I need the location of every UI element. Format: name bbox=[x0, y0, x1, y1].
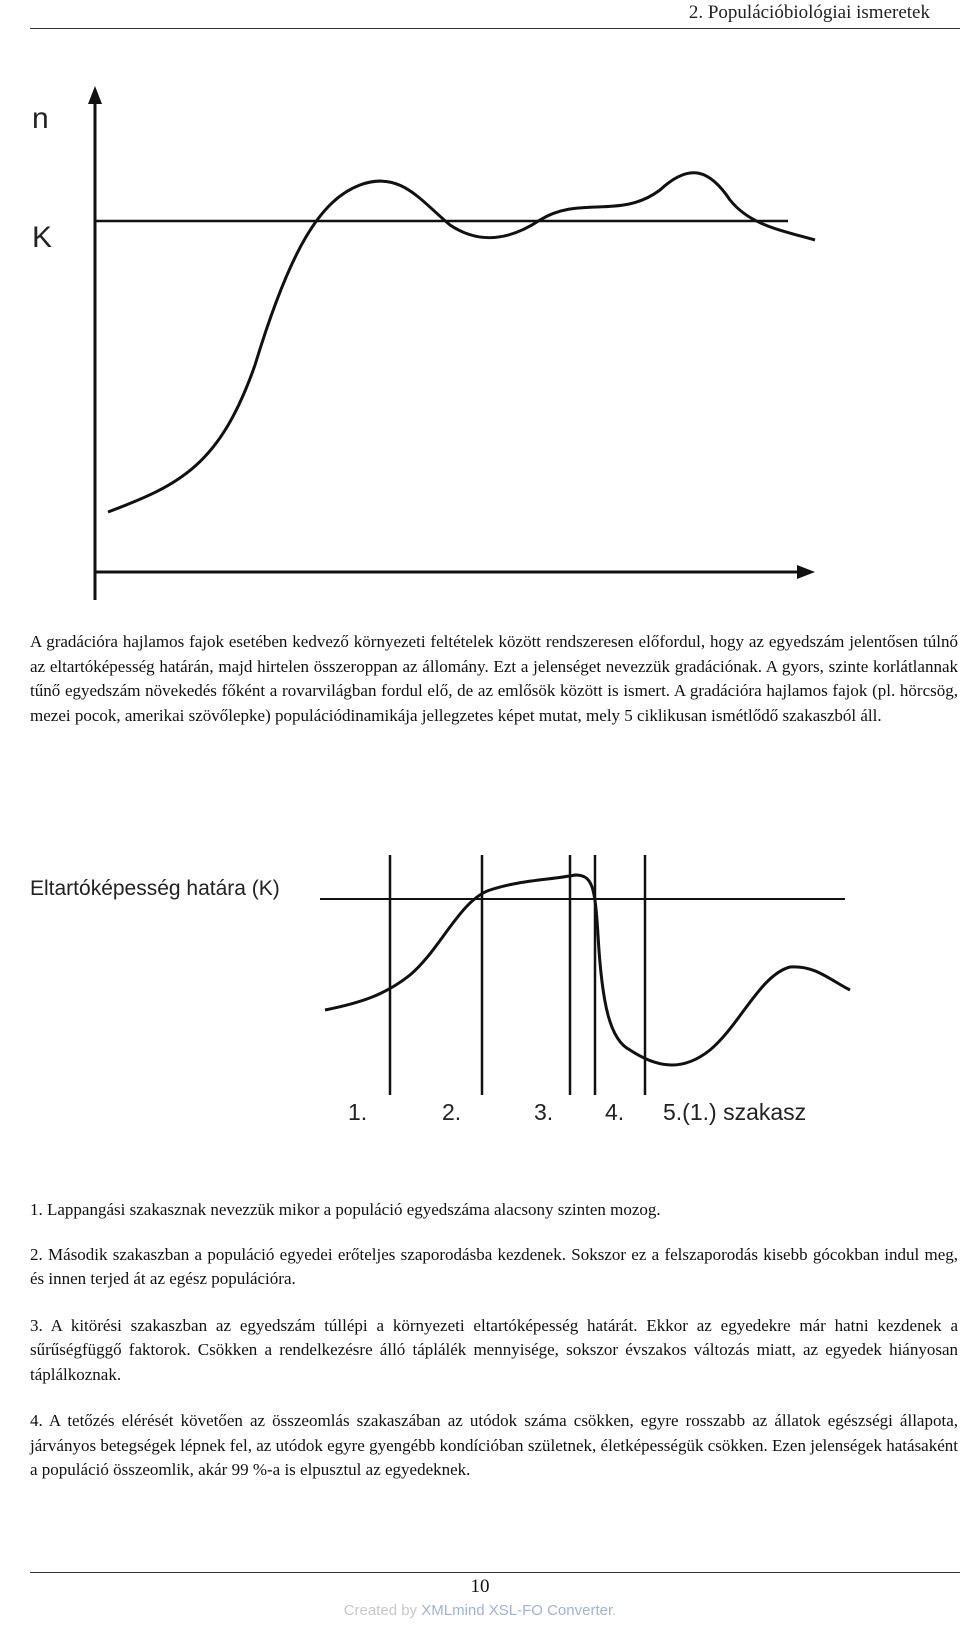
stage-label-2: 2. bbox=[442, 1099, 462, 1125]
logistic-growth-figure bbox=[20, 80, 860, 615]
stage-dividers bbox=[390, 855, 645, 1095]
stage-label-5: 5.(1.) szakasz bbox=[663, 1099, 807, 1125]
y-axis bbox=[88, 86, 102, 600]
gradation-figure bbox=[20, 855, 880, 1165]
k-label: K bbox=[32, 221, 53, 254]
stage-item-2: 2. Második szakaszban a populáció egyedei erőteljes szaporodásba kezdenek. Sokszor ez a felszaporodás kisebb gócokban indul meg, és innen terjed át az egész populációra. bbox=[30, 1244, 958, 1288]
converter-credit bbox=[0, 1602, 960, 1619]
stage-item-4: 4. A tetőzés elérését követően az összeomlás szakaszában az utódok száma csökken, egyre rosszabb az állatok egészségi állapota, járványos betegségek lépnek fel, az utódok egyre gyengébb kondícióban születnek, életképességük csökken. Ezen jelenségek hatásaként a populáció összeomlik, akár 99 %-a is elpusztul az egyedeknek. bbox=[30, 1411, 958, 1479]
stage-labels bbox=[348, 1099, 806, 1125]
stage-list bbox=[30, 1198, 958, 1505]
intro-paragraph: A gradációra hajlamos fajok esetében kedvező környezeti feltételek között rendszeresen előfordul, hogy az egyedszám jelentősen túlnő az eltartóképesség határán, majd hirtelen összeroppan az állomány. Ezt a jelenséget nevezzük gradációnak. A gyors, szinte korlátlannak tűnő egyedszám növekedés főként a rovarvilágban fordul elő, de az emlősök között is ismert. A gradációra hajlamos fajok (pl. hörcsög, mezei pocok, amerikai szövőlepke) populációdinamikája jellegzetes képet mutat, mely 5 ciklikusan ismétlődő szakaszból áll. bbox=[30, 632, 958, 725]
footer-rule bbox=[30, 1572, 960, 1573]
x-axis bbox=[95, 565, 815, 579]
population-curve bbox=[325, 875, 850, 1065]
page-header: 2. Populációbiológiai ismeretek bbox=[688, 2, 930, 23]
stage-label-4: 4. bbox=[605, 1099, 625, 1125]
stage-item-3: 3. A kitörési szakaszban az egyedszám túllépi a környezeti eltartóképesség határát. Ekkor az egyedekre már hatni kezdenek a sűrűségfüggő faktorok. Csökken a rendelkezésre álló táplálék mennyisége, sokszor évszakos változás miatt, az egyedek hiányosan táplálkoznak. bbox=[30, 1315, 958, 1384]
carrying-capacity-label: Eltartóképesség határa (K) bbox=[30, 877, 280, 900]
credit-prefix: Created by bbox=[343, 1602, 422, 1619]
stage-label-3: 3. bbox=[534, 1099, 554, 1125]
y-axis-label: n bbox=[32, 102, 49, 135]
stage-item-1: 1. Lappangási szakasznak nevezzük mikor a populáció egyedszáma alacsony szinten mozog. bbox=[30, 1200, 661, 1219]
growth-curve bbox=[108, 173, 815, 512]
header-rule bbox=[30, 28, 960, 29]
stage-label-1: 1. bbox=[348, 1099, 368, 1125]
credit-suffix: . bbox=[612, 1602, 617, 1619]
credit-tool-link[interactable]: XMLmind XSL-FO Converter bbox=[421, 1602, 613, 1619]
page-number: 10 bbox=[470, 1576, 490, 1597]
